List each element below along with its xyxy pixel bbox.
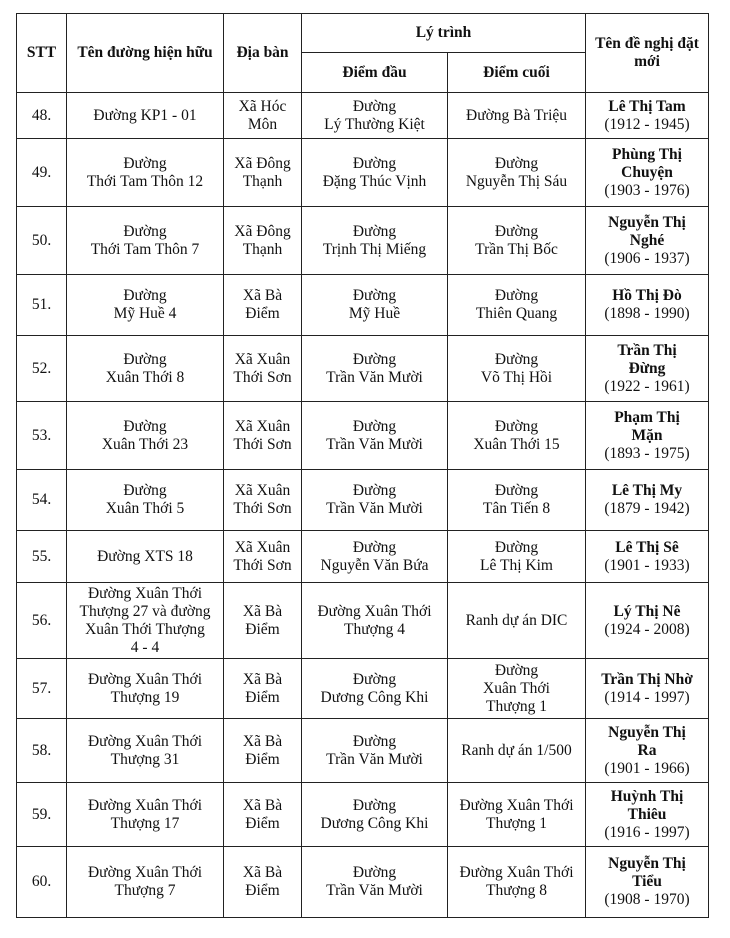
cell-line: Mỹ Huề 4: [113, 305, 177, 322]
cell-line: Thới Sơn: [233, 500, 292, 517]
cell-current-name: [67, 139, 224, 207]
table-row: [17, 402, 709, 470]
cell-proposed-name: [586, 470, 709, 531]
cell-current-name: [67, 783, 224, 847]
table-row: [17, 275, 709, 336]
cell-end-point: [448, 659, 586, 719]
cell-line: Xã Bà: [242, 602, 283, 620]
cell-line: Xã Đông: [234, 222, 291, 240]
cell-line: Thới Tam Thôn 12: [86, 172, 204, 190]
proposed-name: Nguyễn Thị: [608, 855, 686, 872]
cell-end-point: [448, 783, 586, 847]
cell-line: Đường: [123, 350, 167, 368]
cell-line: Xã Xuân: [234, 417, 291, 435]
proposed-years: (1922 - 1961): [604, 377, 690, 395]
cell-start-point: [302, 531, 448, 583]
cell-area: [224, 470, 302, 531]
cell-stt: 51.: [17, 275, 67, 336]
proposed-name: Trần Thị: [617, 341, 677, 359]
cell-line: Thượng 27 và đường: [79, 602, 211, 620]
cell-start-point: [302, 847, 448, 918]
cell-stt: 49.: [17, 139, 67, 207]
cell-line: Xã Xuân: [234, 350, 291, 368]
cell-line: Xuân Thới 15: [473, 435, 560, 453]
table-row: [17, 207, 709, 275]
cell-area: [224, 531, 302, 583]
cell-line: Dương Công Khi: [320, 688, 429, 706]
cell-line: Đường: [494, 287, 539, 304]
cell-proposed-name: [586, 402, 709, 470]
cell-line: Đường Xuân Thới: [317, 602, 432, 620]
cell-area: [224, 139, 302, 207]
header-area: Địa bàn: [224, 14, 302, 93]
proposed-years: (1879 - 1942): [604, 500, 690, 517]
cell-line: Đường: [352, 482, 397, 499]
proposed-name: Huỳnh Thị: [610, 787, 684, 805]
cell-current-name: [67, 583, 224, 659]
cell-line: Trần Văn Mười: [326, 435, 423, 453]
table-row: [17, 470, 709, 531]
cell-start-point: [302, 275, 448, 336]
cell-line: Xã Hóc: [238, 97, 287, 115]
cell-line: Dương Công Khi: [320, 814, 429, 832]
cell-line: Điểm: [245, 305, 280, 322]
cell-end-point: [448, 402, 586, 470]
header-end-point: Điểm cuối: [448, 53, 586, 93]
cell-line: Thới Sơn: [233, 368, 292, 386]
cell-line: Đường: [352, 154, 397, 172]
cell-line: Điểm: [245, 620, 280, 638]
cell-line: Đường: [494, 538, 539, 556]
header-proposed-line: đặt mới: [634, 35, 699, 70]
cell-current-name: [67, 336, 224, 402]
cell-start-point: [302, 783, 448, 847]
proposed-years: (1914 - 1997): [604, 688, 690, 706]
cell-line: Đường: [123, 222, 167, 240]
cell-line: Lý Thường Kiệt: [324, 115, 425, 133]
cell-stt: 50.: [17, 207, 67, 275]
proposed-name: Mặn: [631, 426, 663, 444]
proposed-years: (1903 - 1976): [604, 181, 690, 199]
cell-area: [224, 93, 302, 139]
cell-line: Xã Bà: [242, 796, 283, 814]
cell-line: Xã Bà: [242, 287, 283, 304]
cell-proposed-name: [586, 275, 709, 336]
cell-line: Trần Thị Bốc: [475, 240, 558, 258]
cell-line: Thạnh: [242, 172, 283, 190]
header-current-name-line: hiện hữu: [153, 44, 213, 61]
cell-line: Tân Tiến 8: [482, 500, 551, 517]
cell-line: Thượng 1: [486, 814, 547, 832]
cell-end-point: [448, 207, 586, 275]
cell-line: Thới Sơn: [233, 556, 292, 574]
cell-current-name: [67, 275, 224, 336]
cell-end-point: [448, 719, 586, 783]
cell-start-point: [302, 719, 448, 783]
cell-line: Xuân Thới 8: [105, 368, 185, 386]
cell-line: Đường: [494, 661, 539, 679]
cell-current-name: [67, 847, 224, 918]
cell-start-point: [302, 139, 448, 207]
proposed-name: Nghé: [629, 231, 665, 249]
cell-line: Ranh dự án DIC: [465, 611, 568, 629]
proposed-years: (1906 - 1937): [604, 249, 690, 267]
cell-line: Điểm: [245, 750, 280, 768]
cell-stt: 48.: [17, 93, 67, 139]
cell-start-point: [302, 402, 448, 470]
cell-line: Đường: [494, 417, 539, 435]
proposed-years: (1898 - 1990): [604, 305, 690, 322]
proposed-name: Trần Thị Nhờ: [601, 670, 693, 688]
cell-proposed-name: [586, 139, 709, 207]
cell-line: Đường: [352, 222, 397, 240]
cell-line: Đường: [352, 864, 397, 881]
cell-line: Xuân Thới Thượng: [85, 620, 205, 638]
proposed-name: Chuyện: [621, 163, 673, 181]
cell-stt: 56.: [17, 583, 67, 659]
street-naming-table: [16, 13, 709, 918]
cell-line: Trịnh Thị Miếng: [322, 240, 427, 258]
cell-proposed-name: [586, 583, 709, 659]
header-proposed-name: [586, 14, 709, 93]
cell-line: Đường Xuân Thới: [459, 864, 574, 881]
cell-line: Đường Xuân Thới: [87, 732, 203, 750]
table-row: [17, 719, 709, 783]
cell-line: Đường Xuân Thới: [87, 584, 203, 602]
cell-area: [224, 659, 302, 719]
table-row: [17, 847, 709, 918]
cell-start-point: [302, 583, 448, 659]
cell-proposed-name: [586, 659, 709, 719]
table-body: [17, 93, 709, 918]
cell-end-point: [448, 139, 586, 207]
cell-line: Thới Tam Thôn 7: [90, 240, 200, 258]
cell-current-name: [67, 93, 224, 139]
cell-stt: 55.: [17, 531, 67, 583]
cell-stt: 59.: [17, 783, 67, 847]
table-row: [17, 139, 709, 207]
proposed-name: Ra: [637, 741, 657, 759]
table-row: [17, 531, 709, 583]
cell-line: Môn: [247, 115, 278, 133]
cell-line: Đường: [123, 417, 167, 435]
header-start-point: Điểm đầu: [302, 53, 448, 93]
cell-stt: 57.: [17, 659, 67, 719]
cell-line: 4 - 4: [130, 638, 160, 656]
cell-end-point: [448, 583, 586, 659]
cell-line: Đường: [494, 222, 539, 240]
cell-line: Đường: [352, 97, 397, 115]
cell-start-point: [302, 659, 448, 719]
cell-proposed-name: [586, 783, 709, 847]
cell-line: Đường: [352, 796, 397, 814]
header-stt: STT: [17, 14, 67, 93]
table-row: [17, 93, 709, 139]
cell-area: [224, 207, 302, 275]
cell-line: Xã Đông: [234, 154, 291, 172]
cell-line: Thạnh: [242, 240, 283, 258]
cell-stt: 54.: [17, 470, 67, 531]
cell-current-name: [67, 207, 224, 275]
cell-line: Đường Xuân Thới: [459, 796, 574, 814]
cell-area: [224, 783, 302, 847]
cell-line: Đặng Thúc Vịnh: [322, 172, 427, 190]
cell-area: [224, 583, 302, 659]
cell-line: Đường: [352, 732, 397, 750]
proposed-name: Thiêu: [627, 805, 667, 823]
cell-line: Xã Bà: [242, 864, 283, 881]
cell-end-point: [448, 470, 586, 531]
cell-line: Đường Xuân Thới: [87, 864, 203, 881]
cell-line: Xuân Thới 23: [101, 435, 189, 453]
cell-proposed-name: [586, 719, 709, 783]
cell-line: Thượng 19: [110, 688, 180, 706]
cell-proposed-name: [586, 93, 709, 139]
cell-line: Đường Xuân Thới: [87, 796, 203, 814]
cell-line: Điểm: [245, 688, 280, 706]
cell-end-point: [448, 336, 586, 402]
cell-line: Ranh dự án 1/500: [461, 741, 572, 759]
cell-line: Đường Xuân Thới: [87, 670, 203, 688]
proposed-name: Lý Thị Nê: [613, 602, 681, 620]
cell-stt: 60.: [17, 847, 67, 918]
header-route: Lý trình: [302, 14, 586, 53]
cell-line: Đường XTS 18: [97, 547, 193, 565]
proposed-name: Tiểu: [632, 873, 662, 890]
cell-line: Đường: [352, 417, 397, 435]
proposed-name: Đừng: [628, 359, 666, 377]
cell-area: [224, 402, 302, 470]
cell-stt: 53.: [17, 402, 67, 470]
proposed-name: Lê Thị My: [611, 482, 683, 499]
cell-line: Mỹ Huề: [348, 305, 401, 322]
table-row: [17, 783, 709, 847]
cell-line: Nguyễn Văn Bứa: [320, 556, 429, 574]
cell-start-point: [302, 470, 448, 531]
proposed-name: Nguyễn Thị: [608, 213, 686, 231]
proposed-name: Nguyễn Thị: [608, 723, 686, 741]
cell-line: Trần Văn Mười: [326, 750, 423, 768]
cell-line: Thới Sơn: [233, 435, 292, 453]
cell-line: Lê Thị Kim: [480, 556, 553, 574]
proposed-name: Phùng Thị: [612, 145, 682, 163]
cell-line: Xã Xuân: [234, 538, 291, 556]
proposed-years: (1916 - 1997): [604, 823, 690, 841]
cell-line: Trần Văn Mười: [326, 882, 423, 899]
cell-line: Thượng 1: [486, 697, 547, 715]
cell-line: Đường: [352, 670, 397, 688]
cell-line: Thượng 17: [110, 814, 180, 832]
cell-line: Xã Xuân: [234, 482, 291, 499]
cell-current-name: [67, 470, 224, 531]
cell-end-point: [448, 531, 586, 583]
cell-proposed-name: [586, 531, 709, 583]
cell-line: Thượng 4: [344, 620, 405, 638]
cell-line: Xã Bà: [242, 670, 283, 688]
cell-proposed-name: [586, 207, 709, 275]
cell-line: Điểm: [245, 882, 280, 899]
cell-proposed-name: [586, 847, 709, 918]
cell-start-point: [302, 336, 448, 402]
cell-line: Đường: [494, 482, 539, 499]
cell-line: Đường: [123, 154, 167, 172]
cell-line: Thiên Quang: [475, 305, 558, 322]
cell-current-name: [67, 531, 224, 583]
proposed-name: Lê Thị Tam: [608, 97, 686, 115]
table-row: [17, 659, 709, 719]
cell-start-point: [302, 93, 448, 139]
cell-area: [224, 847, 302, 918]
cell-line: Xuân Thới: [483, 679, 550, 697]
cell-end-point: [448, 847, 586, 918]
cell-current-name: [67, 659, 224, 719]
header-proposed-line: Tên đề nghị: [595, 35, 674, 52]
header-current-name: [67, 14, 224, 93]
cell-line: Đường: [123, 287, 167, 304]
table-row: [17, 336, 709, 402]
cell-stt: 52.: [17, 336, 67, 402]
cell-area: [224, 719, 302, 783]
cell-current-name: [67, 402, 224, 470]
proposed-years: (1893 - 1975): [604, 444, 690, 462]
cell-line: Trần Văn Mười: [326, 368, 423, 386]
cell-line: Xuân Thới 5: [105, 500, 185, 517]
cell-line: Đường: [494, 350, 539, 368]
cell-stt: 58.: [17, 719, 67, 783]
cell-line: Điểm: [245, 814, 280, 832]
cell-line: Đường: [352, 538, 397, 556]
proposed-years: (1912 - 1945): [604, 115, 690, 133]
proposed-years: (1901 - 1966): [604, 759, 690, 777]
cell-line: Đường: [123, 482, 167, 499]
proposed-years: (1901 - 1933): [604, 556, 690, 574]
cell-area: [224, 275, 302, 336]
table-row: [17, 583, 709, 659]
cell-line: Thượng 7: [114, 882, 176, 899]
cell-current-name: [67, 719, 224, 783]
proposed-name: Hồ Thị Đò: [612, 287, 682, 304]
cell-line: Đường Bà Triệu: [466, 106, 567, 124]
proposed-years: (1908 - 1970): [604, 891, 690, 908]
cell-line: Trần Văn Mười: [326, 500, 423, 517]
cell-line: Thượng 31: [110, 750, 180, 768]
cell-line: Đường: [494, 154, 539, 172]
header-current-name-line: Tên đường: [77, 44, 150, 61]
cell-area: [224, 336, 302, 402]
cell-line: Xã Bà: [242, 732, 283, 750]
cell-line: Đường: [352, 350, 397, 368]
cell-end-point: [448, 275, 586, 336]
proposed-years: (1924 - 2008): [604, 620, 690, 638]
cell-line: Đường: [352, 287, 397, 304]
cell-start-point: [302, 207, 448, 275]
proposed-name: Lê Thị Sê: [615, 538, 679, 556]
cell-line: Nguyễn Thị Sáu: [465, 172, 568, 190]
cell-end-point: [448, 93, 586, 139]
cell-line: Võ Thị Hồi: [480, 368, 553, 386]
cell-proposed-name: [586, 336, 709, 402]
proposed-name: Phạm Thị: [614, 408, 680, 426]
cell-line: Đường KP1 - 01: [93, 106, 197, 124]
cell-line: Thượng 8: [486, 882, 547, 899]
